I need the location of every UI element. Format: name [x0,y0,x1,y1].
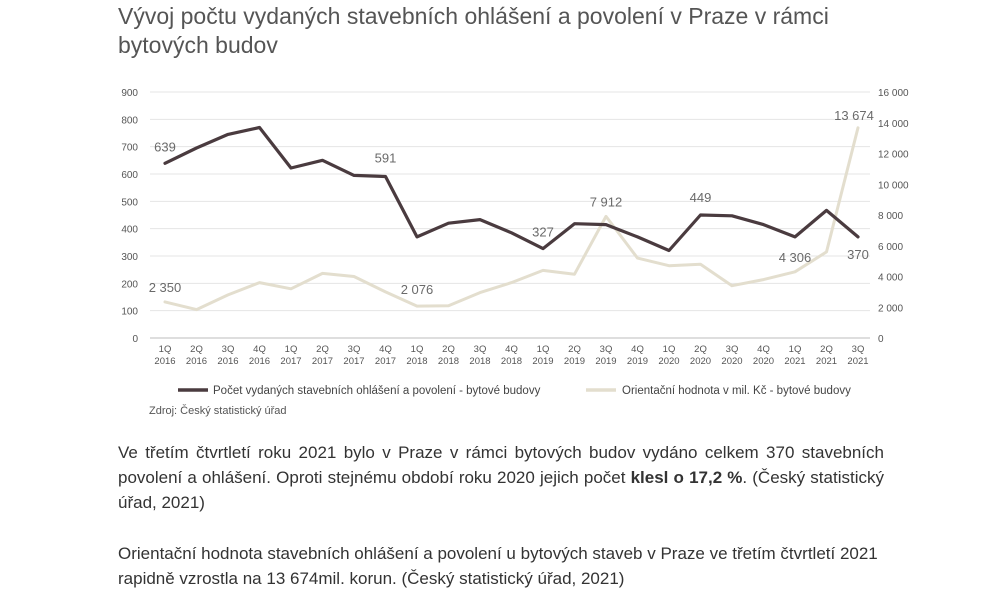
chart-title: Vývoj počtu vydaných stavebních ohlášení a povolení v Praze v rámci bytových budov [118,3,829,58]
x-tick-label-quarter: 4Q [505,344,518,355]
x-tick-label-quarter: 4Q [757,344,770,355]
y-right-tick-label: 4 000 [878,272,904,284]
data-label: 370 [847,246,869,262]
x-tick-label-quarter: 1Q [284,344,298,355]
summary-paragraph [118,440,884,515]
x-tick-label-quarter: 1Q [410,344,424,355]
x-tick-label-quarter: 1Q [662,344,676,355]
y-left-tick-label: 800 [121,115,138,127]
x-tick-label-quarter: 3Q [725,344,739,355]
x-tick-label-year: 2017 [374,356,397,367]
y-right-tick-label: 8 000 [878,211,904,222]
x-tick-label-year: 2020 [689,356,712,367]
x-tick-label-year: 2019 [626,356,649,367]
data-label: 327 [532,224,554,240]
series-line-2 [165,128,858,310]
x-tick-label-year: 2021 [815,356,838,367]
data-label: 13 674 [834,107,874,123]
data-label: 2 350 [148,279,182,295]
x-tick-label-year: 2021 [784,356,806,367]
x-tick-label-quarter: 4Q [253,344,266,355]
x-tick-label-quarter: 3Q [347,344,361,355]
x-tick-label-quarter: 3Q [473,344,487,355]
x-tick-label-year: 2020 [721,356,743,367]
summary-count: 370 [766,443,795,462]
x-tick-label-year: 2019 [595,356,617,367]
y-left-tick-label: 0 [132,334,138,345]
value-paragraph: Orientační hodnota stavebních ohlášení a povolení u bytových staveb v Praze ve třetím čtvrtletí 2021 rapidně vzrostla na 13 674mil. korun. (Český statistický úřad, 2021) [118,544,878,588]
x-tick-label-year: 2019 [532,356,554,367]
x-tick-label-year: 2016 [185,356,208,367]
summary-text-2: stavebních povolení a ohlášení. Oproti stejnému období roku 2020 jejich počet [118,443,884,487]
y-right-tick-label: 10 000 [878,180,909,192]
y-right-tick-label: 2 000 [878,303,904,315]
y-left-tick-label: 400 [121,224,138,236]
x-tick-label-year: 2020 [658,356,680,367]
x-tick-label-quarter: 2Q [442,344,455,355]
legend-label-1: Počet vydaných stavebních ohlášení a povolení - bytové budovy [213,385,541,397]
source-note: Zdroj: Český statistický úřad [149,405,287,417]
data-label: 4 306 [778,249,812,265]
x-tick-label-year: 2021 [847,356,869,367]
y-right-tick-label: 6 000 [878,241,904,253]
x-tick-label-year: 2018 [469,356,491,367]
x-tick-label-quarter: 3Q [221,344,235,355]
y-left-tick-label: 900 [121,88,138,99]
x-tick-label-quarter: 1Q [536,344,550,355]
y-left-tick-label: 100 [121,306,138,318]
x-tick-label-year: 2016 [154,356,176,367]
data-label: 2 076 [400,282,434,298]
x-tick-label-quarter: 3Q [599,344,613,355]
data-label: 591 [374,150,397,166]
summary-text-3: . (Český statistický úřad, 2021) [118,468,884,512]
x-tick-label-year: 2017 [311,356,334,367]
y-right-tick-label: 14 000 [878,118,909,130]
x-tick-label-quarter: 3Q [851,344,865,355]
x-tick-label-quarter: 4Q [379,344,392,355]
y-left-tick-label: 600 [121,170,138,181]
x-tick-label-quarter: 1Q [788,344,802,355]
x-tick-label-year: 2018 [406,356,428,367]
y-left-tick-label: 700 [121,142,138,154]
x-tick-label-quarter: 2Q [316,344,329,355]
x-tick-label-year: 2019 [563,356,586,367]
y-left-tick-label: 200 [121,279,138,291]
data-label: 7 912 [589,194,623,210]
y-right-tick-label: 16 000 [878,88,909,99]
y-right-tick-label: 12 000 [878,149,909,161]
data-label: 449 [689,190,712,205]
summary-change: klesl o 17,2 % [630,468,743,487]
y-right-tick-label: 0 [878,334,884,345]
x-tick-label-quarter: 2Q [568,344,581,355]
x-tick-label-year: 2018 [437,356,460,367]
x-tick-label-year: 2018 [500,356,523,367]
x-tick-label-year: 2016 [217,356,239,367]
x-tick-label-quarter: 1Q [158,344,172,355]
x-tick-label-quarter: 4Q [631,344,644,355]
x-tick-label-year: 2017 [343,356,365,367]
x-tick-label-quarter: 2Q [820,344,833,355]
summary-text-1: Ve třetím čtvrtletí roku 2021 bylo v Praze v rámci bytových budov vydáno celkem [118,443,767,462]
x-tick-label-year: 2017 [280,356,302,367]
x-tick-label-year: 2016 [248,356,271,367]
legend-label-2: Orientační hodnota v mil. Kč - bytové budovy [622,385,851,397]
x-tick-label-year: 2020 [752,356,775,367]
series-line-1 [165,128,858,251]
x-tick-label-quarter: 2Q [190,344,203,355]
x-tick-label-quarter: 2Q [694,344,707,355]
y-left-tick-label: 300 [121,252,138,263]
data-label: 639 [154,139,176,155]
y-left-tick-label: 500 [121,197,138,209]
